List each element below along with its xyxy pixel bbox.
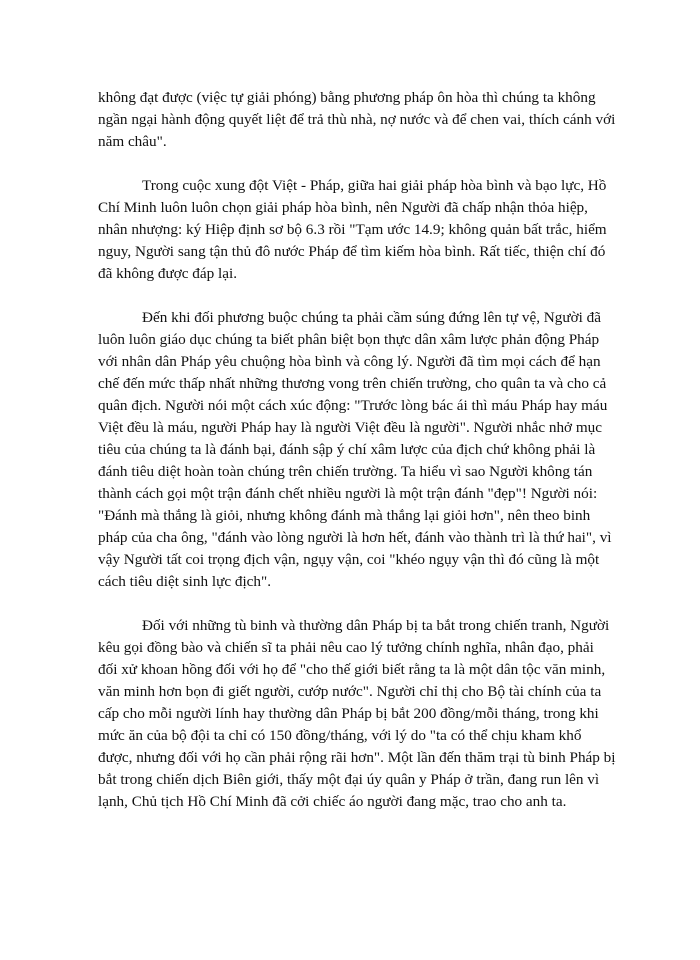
paragraph-continuation: không đạt được (việc tự giải phóng) bằng phương pháp ôn hòa thì chúng ta không ngần ngại hành động quyết liệt để trả thù nhà, nợ nước và để chen vai, thích cánh với năm châu".: [98, 89, 616, 150]
document-body: [98, 87, 616, 835]
paragraph-self-defense: Đến khi đối phương buộc chúng ta phải cầm súng đứng lên tự vệ, Người đã luôn luôn giáo dục chúng ta biết phân biệt bọn thực dân xâm lược phản động Pháp với nhân dân Pháp yêu chuộng hòa bình và công lý. Người đã tìm mọi cách để hạn chế đến mức thấp nhất những thương vong trên chiến trường, cho quân ta và cho cả quân địch. Người nói một cách xúc động: "Trước lòng bác ái thì máu Pháp hay máu Việt đều là máu, người Pháp hay là người Việt đều là người". Người nhắc nhở mục tiêu của chúng ta là đánh bại, đánh sập ý chí xâm lược của địch chứ không phải là đánh tiêu diệt hoàn toàn chúng trên chiến trường. Ta hiểu vì sao Người không tán thành cách gọi một trận đánh chết nhiều người là một trận đánh "đẹp"! Người nói: "Đánh mà thắng là giỏi, nhưng không đánh mà thắng lại giỏi hơn", nên theo binh pháp của cha ông, "đánh vào lòng người là hơn hết, đánh vào thành trì là thứ hai", vì vậy Người tất coi trọng địch vận, ngụy vận, coi "khéo ngụy vận thì đó cũng là một cách tiêu diệt sinh lực địch".: [98, 309, 612, 590]
paragraph-prisoners: Đối với những tù binh và thường dân Pháp bị ta bắt trong chiến tranh, Người kêu gọi đồng bào và chiến sĩ ta phải nêu cao lý tưởng chính nghĩa, nhân đạo, phải đối xử khoan hồng đối với họ để "cho thế giới biết rằng ta là một dân tộc văn minh, văn minh hơn bọn đi giết người, cướp nước". Người chỉ thị cho Bộ tài chính của ta cấp cho mỗi người lính hay thường dân Pháp bị bắt 200 đồng/mỗi tháng, trong khi mức ăn của bộ đội ta chỉ có 150 đồng/tháng, với lý do "ta có thể chịu kham khổ được, nhưng đối với họ cần phải rộng rãi hơn". Một lần đến thăm trại tù binh Pháp bị bắt trong chiến dịch Biên giới, thấy một đại úy quân y Pháp ở trần, đang run lên vì lạnh, Chủ tịch Hồ Chí Minh đã cởi chiếc áo người đang mặc, trao cho anh ta.: [98, 617, 616, 810]
paragraph-peace-solution: Trong cuộc xung đột Việt - Pháp, giữa hai giải pháp hòa bình và bạo lực, Hồ Chí Minh luôn luôn chọn giải pháp hòa bình, nên Người đã chấp nhận thỏa hiệp, nhân nhượng: ký Hiệp định sơ bộ 6.3 rồi "Tạm ước 14.9; không quản bất trắc, hiểm nguy, Người sang tận thủ đô nước Pháp để tìm kiếm hòa bình. Rất tiếc, thiện chí đó đã không được đáp lại.: [98, 177, 607, 282]
